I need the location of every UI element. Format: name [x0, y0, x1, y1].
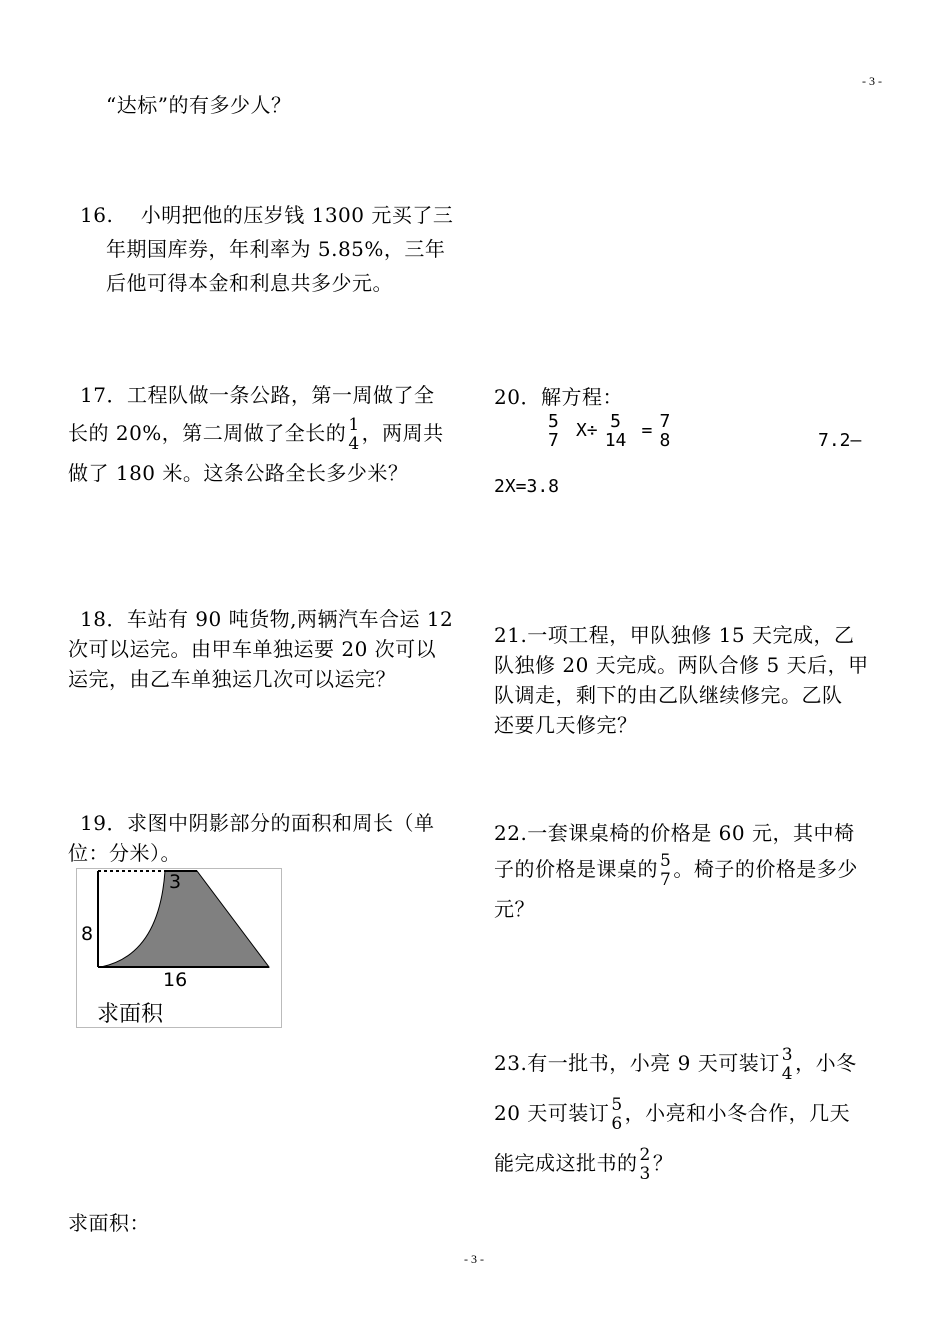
footer-text: 求面积： — [68, 1211, 150, 1235]
figure-caption: 求面积 — [97, 1002, 164, 1027]
q16-line2: 年期国库券，年利率为 5.85%，三年 — [106, 237, 446, 261]
fraction: 5 7 — [548, 411, 559, 451]
q15-tail: “达标”的有多少人？ — [106, 93, 292, 117]
fraction: 3 4 — [781, 1044, 794, 1084]
q19-line2: 位：分米）。 — [68, 841, 181, 865]
q16-line3: 后他可得本金和利息共多少元。 — [106, 271, 393, 295]
q20-title: 20．解方程： — [494, 385, 623, 409]
q17-line2: 长的 20%，第二周做了全长的 1 4 ，两周共 — [68, 414, 444, 454]
q16-line1: 16. 小明把他的压岁钱 1300 元买了三 — [80, 203, 454, 227]
fraction: 5 14 — [604, 411, 627, 451]
q21-line4: 还要几天修完？ — [494, 713, 638, 737]
label-left: 8 — [81, 923, 94, 945]
q18-line3: 运完，由乙车单独运几次可以运完？ — [68, 667, 396, 691]
q18-line2: 次可以运完。由甲车单独运要 20 次可以 — [68, 637, 437, 661]
q22-line1: 22.一套课桌椅的价格是 60 元，其中椅 — [494, 821, 855, 845]
fraction: 5 7 — [660, 850, 672, 890]
q23-line3: 能完成这批书的 2 3 ？ — [494, 1144, 674, 1184]
page-number-bottom: - 3 - — [464, 1252, 484, 1266]
label-bottom: 16 — [163, 969, 188, 991]
q17-line3: 做了 180 米。这条公路全长多少米？ — [68, 461, 409, 485]
shaded-region — [101, 871, 269, 967]
label-top: 3 — [169, 871, 182, 893]
q21-line1: 21.一项工程，甲队独修 15 天完成，乙 — [494, 623, 855, 647]
q16-number: 16. — [80, 203, 114, 227]
q23-line1: 23.有一批书，小亮 9 天可装订 3 4 ，小冬 — [494, 1044, 857, 1084]
fraction: 1 4 — [348, 414, 360, 454]
fraction: 2 3 — [639, 1144, 651, 1184]
q20-equation2-part1: 7.2— — [818, 430, 862, 451]
q20-equation1: 5 7 X÷ 5 14 = 7 8 — [548, 411, 671, 451]
q20-equation2-part2: 2X=3.8 — [494, 476, 560, 497]
q21-line3: 队调走，剩下的由乙队继续修完。乙队 — [494, 683, 843, 707]
page-number-top: - 3 - — [862, 74, 882, 88]
shaded-area-figure — [76, 868, 282, 1028]
q22-line2: 子的价格是课桌的 5 7 。椅子的价格是多少 — [494, 850, 858, 890]
fraction: 7 8 — [659, 411, 671, 451]
q19-line1: 19．求图中阴影部分的面积和周长（单 — [80, 811, 435, 835]
q21-line2: 队独修 20 天完成。两队合修 5 天后，甲 — [494, 653, 869, 677]
q17-line1: 17．工程队做一条公路，第一周做了全 — [80, 383, 435, 407]
q22-line3: 元？ — [494, 897, 535, 921]
q23-line2: 20 天可装订 5 6 ，小亮和小冬合作，几天 — [494, 1094, 851, 1134]
fraction: 5 6 — [611, 1094, 623, 1134]
q18-line1: 18．车站有 90 吨货物,两辆汽车合运 12 — [80, 607, 454, 631]
